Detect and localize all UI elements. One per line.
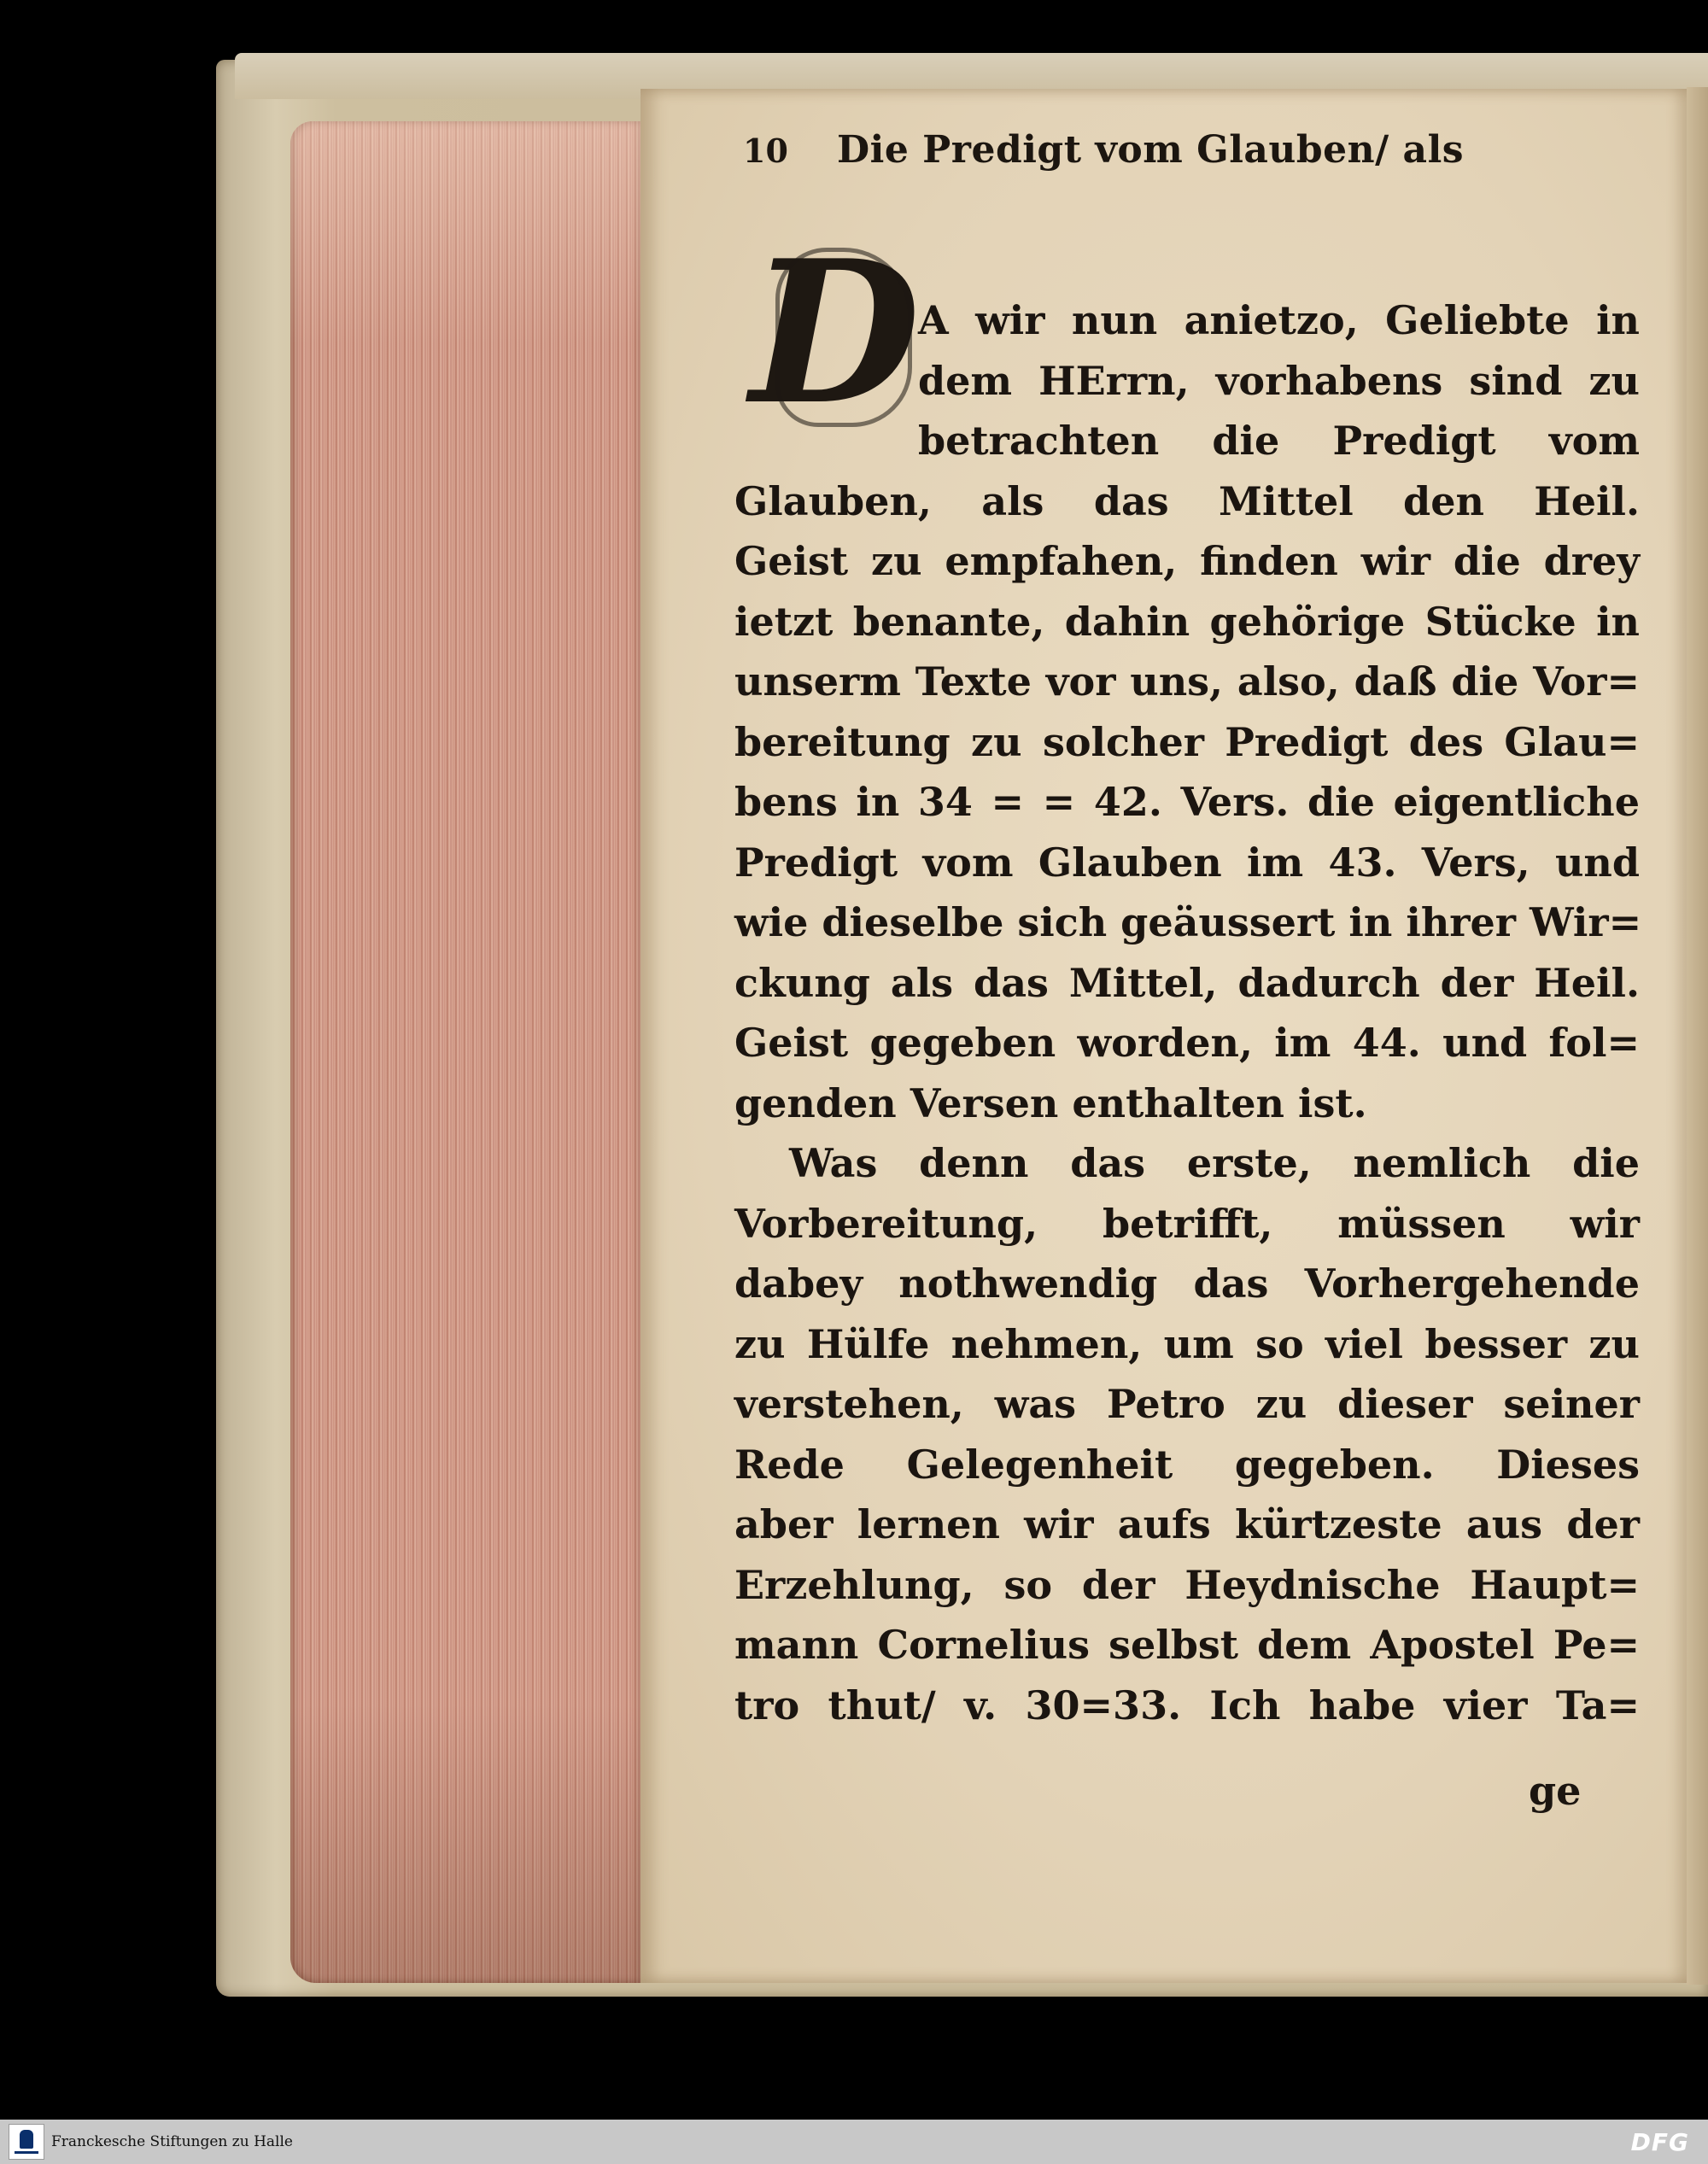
text-line: mann Cornelius selbst dem Apostel Pe= [734,1622,1640,1668]
text-line: tro thut/ v. 30=33. Ich habe vier Ta= [734,1681,1640,1728]
text-line: Geist gegeben worden, im 44. und fol= [734,1020,1640,1066]
text-line: unserm Texte vor uns, also, daß die Vor= [734,658,1640,705]
text-line: zu Hülfe nehmen, um so viel besser zu [734,1320,1640,1367]
text-line: bereitung zu solcher Predigt des Glau= [734,718,1640,765]
text-line: Geist zu empfahen, finden wir die drey [734,538,1640,584]
footer-institution [0,2124,293,2160]
viewer-footer [0,2120,1708,2164]
institution-logo-icon[interactable] [9,2124,44,2160]
text-line: Vorbereitung, betrifft, müssen wir [734,1200,1640,1247]
text-line: Predigt vom Glauben im 43. Vers, und [734,839,1640,886]
text-line: A wir nun anietzo, Geliebte in [918,297,1640,343]
running-head [743,128,1563,205]
running-head-title: Die Predigt vom Glauben/ als [837,128,1465,172]
text-line: betrachten die Predigt vom [918,418,1640,464]
text-line: aber lernen wir aufs kürtzeste aus der [734,1501,1640,1547]
text-line: wie dieselbe sich geäussert in ihrer Wir= [734,899,1642,945]
institution-name[interactable]: Franckesche Stiftungen zu Halle [51,2133,293,2150]
text-line: verstehen, was Petro zu dieser seiner [734,1381,1640,1427]
body-text [734,290,1640,1735]
text-line: dem HErrn, vorhabens sind zu [918,357,1640,404]
text-line: Rede Gelegenheit gegeben. Dieses [734,1441,1640,1488]
page-number: 10 [743,132,788,170]
page-gutter [1687,87,1708,1985]
text-line: bens in 34 = = 42. Vers. die eigentliche [734,779,1640,825]
drop-cap: D [750,218,921,448]
dfg-logo-icon[interactable]: DFG [1630,2127,1689,2156]
text-line: ietzt benante, dahin gehörige Stücke in [734,598,1640,645]
page-edges [290,121,645,1983]
catchword: ge [1529,1768,1582,1814]
text-line: genden Versen enthalten ist. [734,1079,1367,1126]
text-line: dabey nothwendig das Vorhergehende [734,1260,1640,1307]
text-line: Glauben, als das Mittel den Heil. [734,477,1640,524]
text-line: Was denn das erste, nemlich die [789,1140,1640,1186]
text-line: Erzehlung, so der Heydnische Haupt= [734,1561,1640,1608]
text-line: ckung als das Mittel, dadurch der Heil. [734,959,1640,1006]
